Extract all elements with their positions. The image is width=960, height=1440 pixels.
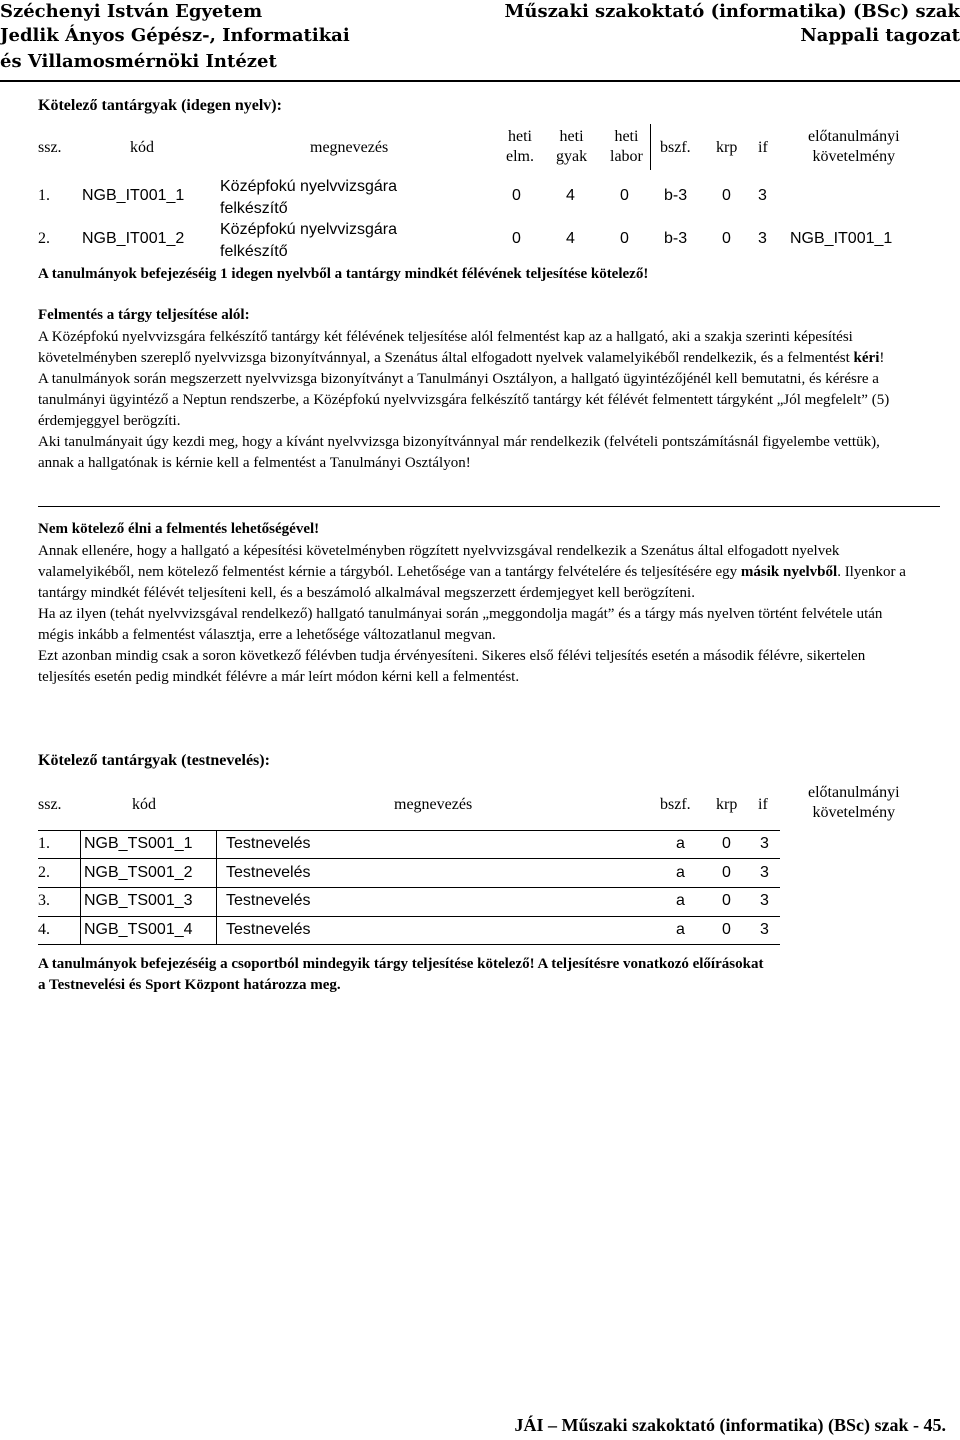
col-header-if: if [758,139,768,156]
table-rule [38,887,780,888]
header-divider [0,80,960,82]
header-program: Műszaki szakoktató (informatika) (BSc) szak [504,1,960,22]
header-institution-1: Széchenyi István Egyetem [0,1,263,22]
col-header-if: if [758,796,768,813]
col-header-heti-elm: heti elm. [506,128,534,165]
header-schedule: Nappali tagozat [800,25,960,46]
section-title-pe: Kötelező tantárgyak (testnevelés): [38,752,270,769]
col-header-kod: kód [132,796,156,813]
pe-note: A tanulmányok befejezéséig a csoportból mindegyik tárgy teljesítése kötelező! A teljesítésre vonatkozó előírásokat a Testnevelési és Sport Központ határozza meg. [38,956,764,993]
col-header-bszf: bszf. [660,796,691,813]
optional-title: Nem kötelező élni a felmentés lehetőségével! [38,521,320,537]
section-divider [38,506,940,507]
table-rule [216,830,217,944]
col-header-kod: kód [130,139,154,156]
col-header-bszf: bszf. [660,139,691,156]
col-header-ssz: ssz. [38,139,62,156]
col-header-prerequisite: előtanulmányi követelmény [808,784,900,821]
header-institution-3: és Villamosmérnöki Intézet [0,51,277,72]
col-header-heti-gyak: heti gyak [556,128,588,165]
foreign-language-note: A tanulmányok befejezéséig 1 idegen nyelvből a tantárgy mindkét félévének teljesítése kötelező! [38,266,649,282]
section-title-foreign-language: Kötelező tantárgyak (idegen nyelv): [38,97,282,114]
table-rule [38,858,780,859]
col-header-krp: krp [716,796,738,813]
col-header-megnevezes: megnevezés [394,796,473,813]
header-institution-2: Jedlik Ányos Gépész-, Informatikai [0,25,350,46]
page-footer: JÁI – Műszaki szakoktató (informatika) (BSc) szak - 45. [514,1415,946,1435]
col-header-prerequisite: előtanulmányi követelmény [808,128,900,165]
col-header-megnevezes: megnevezés [310,139,389,156]
exemption-text: A Középfokú nyelvvizsgára felkészítő tantárgy két félévének teljesítése alól felmentést kap az a hallgató, aki a szakja szerinti képesítési követelményben szereplő nyelvvizsga bizonyítvánnyal, a Szenátus által elfogadott nyelvek valamelyikéből rendelkezik, és a felmentést kéri! A tanulmányok során megszerzett nyelvvizsga bizonyítványt a Tanulmányi Osztályon, a hallgató ügyintézőjénél kell bemutatni, és kérésre a tanulmányi ügyintéző a Neptun rendszerbe, a Középfokú nyelvvizsgára felkészítő tantárgy két félévét felmentett tárgyként „Jól megfelelt” (5) érdemjeggyel berögzíti. Aki tanulmányait úgy kezdi meg, hogy a kívánt nyelvvizsga bizonyítvánnyal már rendelkezik (felvételi pontszámításnál figyelembe vettük), annak a hallgatónak is kérnie kell a felmentést a Tanulmányi Osztályon! [38,329,890,471]
table-rule [38,830,780,831]
table-divider [650,124,651,170]
exemption-title: Felmentés a tárgy teljesítése alól: [38,307,250,323]
col-header-heti-labor: heti labor [610,128,643,165]
optional-text: Annak ellenére, hogy a hallgató a képesítési követelményben rögzített nyelvvizsgával rendelkezik a Szenátus által elfogadott nyelvek valamelyikéből, nem kötelező felmentést kérnie a tárgyból. Lehetősége van a tantárgy felvételére és teljesítésére egy másik nyelvből. Ilyenkor a tantárgy mindkét félévét teljesíteni kell, és a beszámoló alkalmával megszerzett érdemjegyet kell berögzíteni. Ha az ilyen (tehát nyelvvizsgával rendelkező) hallgató tanulmányai során „meggondolja magát” és a tárgy más nyelven történt felvétele után mégis inkább a felmentést választja, erre a lehetősége változatlanul megvan. Ezt azonban mindig csak a soron következő félévben tudja érvényesíteni. Sikeres első félévi teljesítés esetén a második félévre, sikertelen teljesítés esetén pedig mindkét félévre a már leírt módon kérni kell a felmentést. [38,543,906,685]
col-header-ssz: ssz. [38,796,62,813]
table-rule [38,944,780,945]
document-page: Széchenyi István Egyetem Jedlik Ányos Gépész-, Informatikai és Villamosmérnöki Intézet Műszaki szakoktató (informatika) (BSc) szak Nappali tagozat Kötelező tantárgyak (idegen nyelv): ssz. kód megnevezés heti elm. heti gyak heti labor bszf. krp if előtanulmányi követelmény 1. NGB_IT001_1 Középfokú nyelvvizsgára felkészítő 0 4 0 b-3 0 3 2. NGB_IT001_2 Középfokú nyelvvizsgára felkészítő 0 4 0 b-3 0 3 NGB_IT001_1 A tanulmányok befejezéséig 1 idegen nyelvből a tantárgy mindkét félévének teljesítése kötelező! Felmentés a tárgy teljesítése alól: A Középfokú nyelvvizsgára felkészítő tantárgy két félévének teljesítése alól felmentést kap az a hallgató, aki a szakja szerinti képesítési követelményben szereplő nyelvvizsga bizonyítvánnyal, a Szenátus által elfogadott nyelvek valamelyikéből rendelkezik, és a felmentést kéri! A tanulmányok során megszerzett nyelvvizsga bizonyítványt a Tanulmányi Osztályon, a hallgató ügyintézőjénél kell bemutatni, és kérésre a tanulmányi ügyintéző a Neptun rendszerbe, a Középfokú nyelvvizsgára felkészítő tantárgy két félévét felmentett tárgyként „Jól megfelelt” (5) érdemjeggyel berögzíti. Aki tanulmányait úgy kezdi meg, hogy a kívánt nyelvvizsga bizonyítvánnyal már rendelkezik (felvételi pontszámításnál figyelembe vettük), annak a hallgatónak is kérnie kell a felmentést a Tanulmányi Osztályon! Nem kötelező élni a felmentés lehetőségével! Annak ellenére, hogy a hallgató a képesítési követelményben rögzített nyelvvizsgával rendelkezik a Szenátus által elfogadott nyelvek valamelyikéből, nem kötelező felmentést kérnie a tárgyból. Lehetősége van a tantárgy felvételére és teljesítésére egy másik nyelvből. Ilyenkor a tantárgy mindkét félévét teljesíteni kell, és a beszámoló alkalmával megszerzett érdemjegyet kell berögzíteni. Ha az ilyen (tehát nyelvvizsgával rendelkező) hallgató tanulmányai során „meggondolja magát” és a tárgy más nyelven történt felvétele után mégis inkább a felmentést választja, erre a lehetősége változatlanul megvan. Ezt azonban mindig csak a soron következő félévben tudja érvényesíteni. Sikeres első félévi teljesítés esetén a második félévre, sikertelen teljesítés esetén pedig mindkét félévre a már leírt módon kérni kell a felmentést. Kötelező tantárgyak (testnevelés): ssz. kód megnevezés bszf. krp if előtanulmányi követelmény 1. NGB_TS001_1 Testnevelés a 0 3 2. NGB_TS001_2 Testnevelés a 0 3 3. NGB_TS001_3 Testnevelés a 0 3 4. NGB_TS001_4 Testnevelés a 0 3 A tanulmányok befejezéséig a csoportból mindegyik tárgy teljesítése kötelező! A teljesítésre vonatkozó előírásokat a Testnevelési és Sport Központ határozza meg. JÁI – Műszaki szakoktató (informatika) (BSc) szak - 45. [0,1,960,1435]
table-rule [38,916,780,917]
table-rule [80,830,81,944]
col-header-krp: krp [716,139,738,156]
